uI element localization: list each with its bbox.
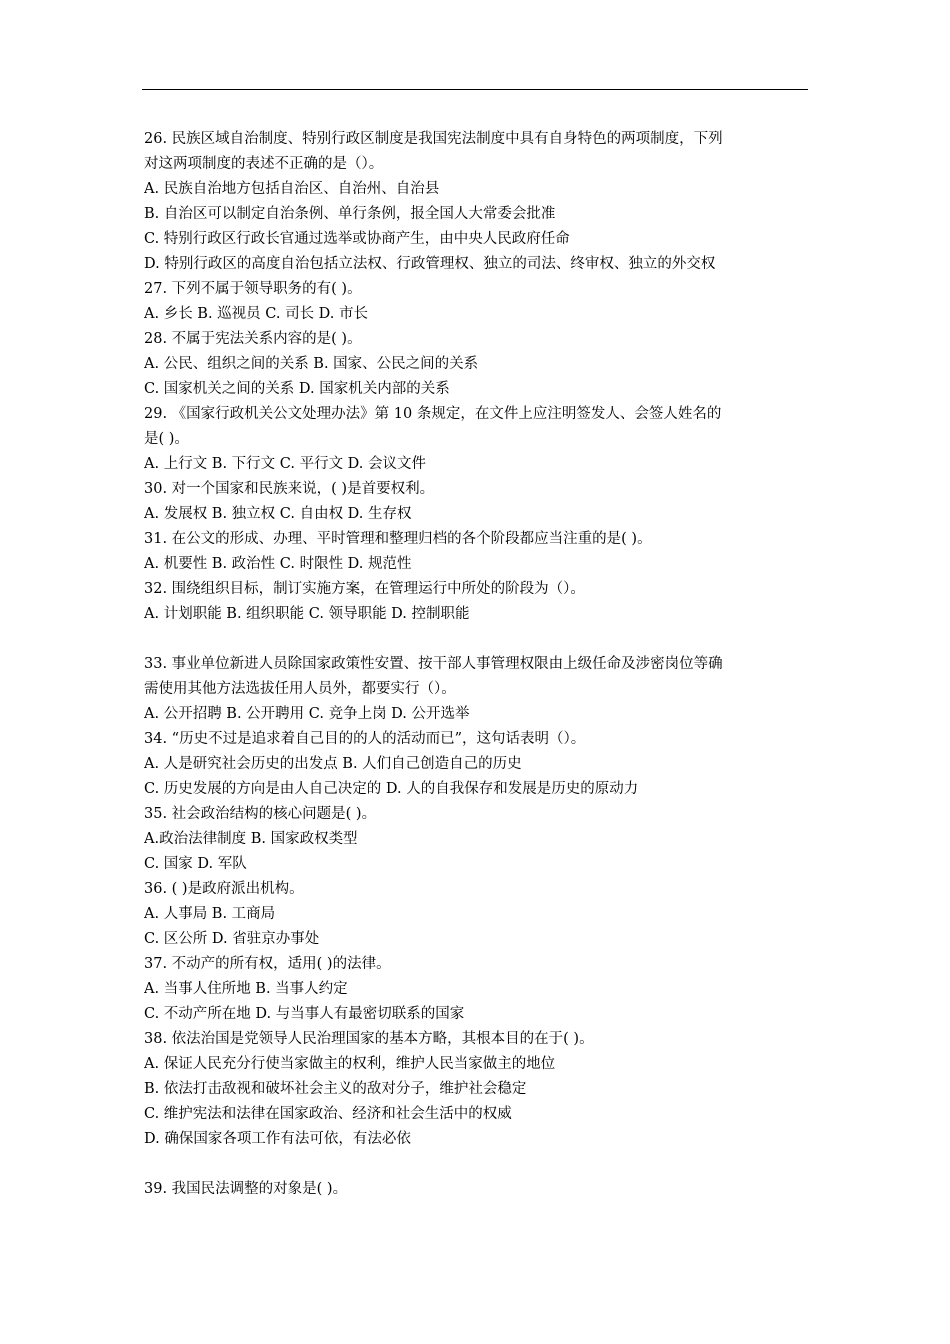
text-line: 对这两项制度的表述不正确的是（）。 [144, 156, 384, 172]
text-line: C. 特别行政区行政长官通过选举或协商产生，由中央人民政府任命 [144, 231, 570, 247]
text-line: 是( )。 [144, 431, 189, 447]
blank-line [144, 1152, 814, 1177]
text-line: 27. 下列不属于领导职务的有( )。 [144, 281, 362, 297]
text-line: A. 当事人住所地 B. 当事人约定 [144, 981, 348, 997]
text-line: A. 保证人民充分行使当家做主的权利，维护人民当家做主的地位 [144, 1056, 556, 1072]
text-line: 36. ( )是政府派出机构。 [144, 881, 304, 897]
text-line: B. 依法打击敌视和破坏社会主义的敌对分子，维护社会稳定 [144, 1081, 527, 1097]
text-line: C. 维护宪法和法律在国家政治、经济和社会生活中的权威 [144, 1106, 512, 1122]
text-line: A. 公民、组织之间的关系 B. 国家、公民之间的关系 [144, 356, 479, 372]
text-line: C. 历史发展的方向是由人自己决定的 D. 人的自我保存和发展是历史的原动力 [144, 781, 639, 797]
text-line: 29. 《国家行政机关公文处理办法》第 10 条规定，在文件上应注明签发人、会签人姓名的 [144, 406, 722, 422]
text-line: A.政治法律制度 B. 国家政权类型 [144, 831, 358, 847]
text-line: 30. 对一个国家和民族来说，( )是首要权利。 [144, 481, 435, 497]
text-line: D. 确保国家各项工作有法可依，有法必依 [144, 1131, 411, 1147]
text-line: C. 国家机关之间的关系 D. 国家机关内部的关系 [144, 381, 450, 397]
text-line: A. 乡长 B. 巡视员 C. 司长 D. 市长 [144, 306, 369, 322]
text-line: 28. 不属于宪法关系内容的是( )。 [144, 331, 362, 347]
text-line: A. 民族自治地方包括自治区、自治州、自治县 [144, 181, 440, 197]
text-line: 38. 依法治国是党领导人民治理国家的基本方略，其根本目的在于( )。 [144, 1031, 594, 1047]
text-line: C. 区公所 D. 省驻京办事处 [144, 931, 320, 947]
document-body [144, 127, 814, 1202]
text-line: 26. 民族区域自治制度、特别行政区制度是我国宪法制度中具有自身特色的两项制度，下列 [144, 131, 723, 147]
text-line: C. 国家 D. 军队 [144, 856, 247, 872]
text-line: A. 人是研究社会历史的出发点 B. 人们自己创造自己的历史 [144, 756, 522, 772]
text-line: A. 发展权 B. 独立权 C. 自由权 D. 生存权 [144, 506, 412, 522]
text-line: 39. 我国民法调整的对象是( )。 [144, 1181, 348, 1197]
text-line: A. 机要性 B. 政治性 C. 时限性 D. 规范性 [144, 556, 412, 572]
text-line: 33. 事业单位新进人员除国家政策性安置、按干部人事管理权限由上级任命及涉密岗位等确 [144, 656, 723, 672]
text-line: A. 计划职能 B. 组织职能 C. 领导职能 D. 控制职能 [144, 606, 470, 622]
text-line: D. 特别行政区的高度自治包括立法权、行政管理权、独立的司法、终审权、独立的外交权 [144, 256, 716, 272]
text-line: 35. 社会政治结构的核心问题是( )。 [144, 806, 377, 822]
text-line: B. 自治区可以制定自治条例、单行条例，报全国人大常委会批准 [144, 206, 556, 222]
text-line: 31. 在公文的形成、办理、平时管理和整理归档的各个阶段都应当注重的是( )。 [144, 531, 652, 547]
text-line: 需使用其他方法选拔任用人员外，都要实行（）。 [144, 681, 456, 697]
text-line: C. 不动产所在地 D. 与当事人有最密切联系的国家 [144, 1006, 465, 1022]
header-rule [142, 89, 808, 90]
text-line: A. 人事局 B. 工商局 [144, 906, 276, 922]
text-line: 37. 不动产的所有权，适用( )的法律。 [144, 956, 391, 972]
blank-line [144, 627, 814, 652]
text-line: 34. “历史不过是追求着自己目的的人的活动而已”，这句话表明（）。 [144, 731, 586, 747]
text-line: A. 公开招聘 B. 公开聘用 C. 竞争上岗 D. 公开选举 [144, 706, 470, 722]
text-line: A. 上行文 B. 下行文 C. 平行文 D. 会议文件 [144, 456, 427, 472]
text-line: 32. 围绕组织目标，制订实施方案，在管理运行中所处的阶段为（）。 [144, 581, 585, 597]
